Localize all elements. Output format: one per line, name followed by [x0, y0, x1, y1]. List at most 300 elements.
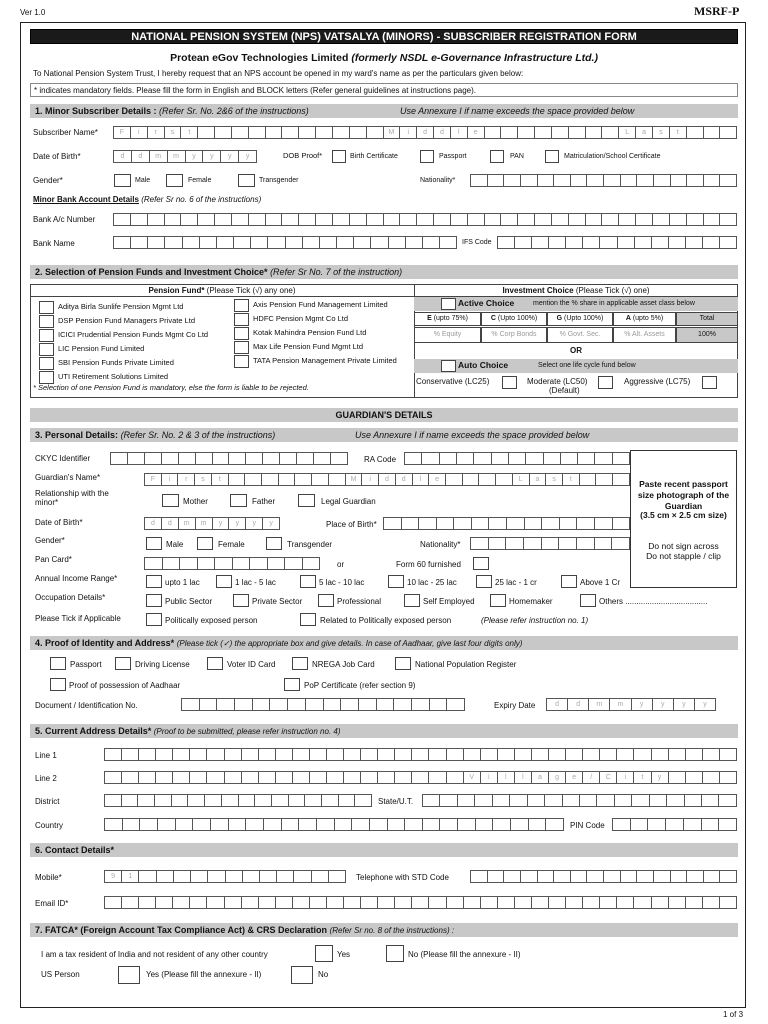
char-cell[interactable]	[543, 452, 560, 465]
char-cell[interactable]	[719, 213, 737, 226]
char-cell[interactable]	[302, 236, 319, 249]
char-cell[interactable]	[436, 517, 454, 530]
char-cell[interactable]: y	[238, 150, 257, 163]
fund-checkbox[interactable]	[39, 343, 54, 356]
expiry-field[interactable]	[546, 698, 716, 711]
char-cell[interactable]	[113, 213, 130, 226]
dob-proof-pan-checkbox[interactable]	[490, 150, 504, 163]
char-cell[interactable]	[576, 537, 594, 550]
char-cell[interactable]: y	[212, 517, 229, 530]
char-cell[interactable]	[241, 771, 258, 784]
g-dob-field[interactable]	[144, 517, 280, 530]
char-cell[interactable]: r	[147, 126, 164, 139]
char-cell[interactable]: y	[220, 150, 238, 163]
char-cell[interactable]: d	[395, 473, 412, 486]
char-cell[interactable]	[488, 517, 506, 530]
char-cell[interactable]	[585, 126, 602, 139]
line1-field[interactable]	[104, 748, 737, 761]
char-cell[interactable]	[130, 236, 147, 249]
char-cell[interactable]	[411, 698, 429, 711]
char-cell[interactable]: y	[651, 771, 668, 784]
char-cell[interactable]	[470, 537, 488, 550]
char-cell[interactable]: L	[512, 473, 529, 486]
char-cell[interactable]: y	[631, 698, 652, 711]
char-cell[interactable]	[309, 771, 326, 784]
char-cell[interactable]	[180, 213, 197, 226]
char-cell[interactable]	[594, 517, 612, 530]
char-cell[interactable]	[565, 896, 582, 909]
char-cell[interactable]	[248, 126, 265, 139]
char-cell[interactable]	[172, 771, 189, 784]
char-cell[interactable]	[275, 896, 292, 909]
char-cell[interactable]	[130, 213, 147, 226]
char-cell[interactable]	[719, 126, 737, 139]
char-cell[interactable]	[214, 126, 231, 139]
char-cell[interactable]	[370, 236, 387, 249]
char-cell[interactable]: d	[144, 517, 161, 530]
char-cell[interactable]	[668, 236, 685, 249]
char-cell[interactable]	[525, 452, 542, 465]
char-cell[interactable]	[703, 870, 720, 883]
occupation-checkbox[interactable]	[404, 594, 420, 607]
char-cell[interactable]	[281, 818, 299, 831]
char-cell[interactable]	[473, 452, 490, 465]
char-cell[interactable]	[537, 870, 554, 883]
char-cell[interactable]: y	[694, 698, 716, 711]
char-cell[interactable]	[293, 870, 310, 883]
char-cell[interactable]	[334, 818, 352, 831]
char-cell[interactable]	[358, 698, 376, 711]
char-cell[interactable]	[576, 517, 594, 530]
char-cell[interactable]	[104, 748, 121, 761]
char-cell[interactable]	[262, 452, 279, 465]
char-cell[interactable]	[254, 794, 271, 807]
char-cell[interactable]	[173, 870, 190, 883]
char-cell[interactable]	[267, 557, 285, 570]
char-cell[interactable]	[651, 236, 668, 249]
char-cell[interactable]	[405, 236, 422, 249]
char-cell[interactable]: i	[130, 126, 147, 139]
char-cell[interactable]	[541, 517, 559, 530]
char-cell[interactable]	[594, 452, 611, 465]
char-cell[interactable]	[422, 818, 440, 831]
char-cell[interactable]: t	[180, 126, 197, 139]
char-cell[interactable]	[121, 896, 138, 909]
char-cell[interactable]	[238, 794, 255, 807]
char-cell[interactable]	[649, 794, 666, 807]
auto-choice-checkbox[interactable]	[441, 360, 456, 372]
char-cell[interactable]: i	[399, 126, 416, 139]
char-cell[interactable]: d	[433, 126, 450, 139]
char-cell[interactable]	[250, 236, 267, 249]
char-cell[interactable]	[305, 698, 323, 711]
char-cell[interactable]	[144, 452, 161, 465]
occupation-checkbox[interactable]	[490, 594, 506, 607]
char-cell[interactable]	[204, 794, 221, 807]
char-cell[interactable]: t	[562, 473, 579, 486]
char-cell[interactable]: i	[361, 473, 378, 486]
char-cell[interactable]	[366, 126, 383, 139]
char-cell[interactable]	[216, 236, 233, 249]
char-cell[interactable]: l	[412, 473, 429, 486]
char-cell[interactable]	[216, 698, 234, 711]
char-cell[interactable]	[249, 557, 267, 570]
char-cell[interactable]	[104, 896, 121, 909]
country-field[interactable]	[104, 818, 564, 831]
char-cell[interactable]	[388, 236, 405, 249]
form60-checkbox[interactable]	[473, 557, 489, 570]
char-cell[interactable]	[187, 794, 204, 807]
char-cell[interactable]: d	[131, 150, 149, 163]
char-cell[interactable]: s	[545, 473, 562, 486]
char-cell[interactable]	[157, 818, 175, 831]
char-cell[interactable]	[439, 794, 456, 807]
char-cell[interactable]	[702, 771, 719, 784]
char-cell[interactable]: m	[195, 517, 212, 530]
char-cell[interactable]	[338, 794, 355, 807]
char-cell[interactable]	[446, 771, 463, 784]
char-cell[interactable]	[719, 771, 737, 784]
char-cell[interactable]	[121, 748, 138, 761]
char-cell[interactable]	[197, 126, 214, 139]
subscriber-name-field[interactable]	[113, 126, 737, 139]
char-cell[interactable]	[470, 174, 487, 187]
char-cell[interactable]	[349, 213, 366, 226]
fund-checkbox[interactable]	[234, 341, 249, 354]
char-cell[interactable]	[147, 236, 164, 249]
char-cell[interactable]	[565, 748, 582, 761]
char-cell[interactable]	[113, 236, 130, 249]
char-cell[interactable]: i	[161, 473, 178, 486]
char-cell[interactable]	[267, 236, 284, 249]
char-cell[interactable]	[225, 870, 242, 883]
char-cell[interactable]	[315, 126, 332, 139]
char-cell[interactable]	[491, 452, 508, 465]
char-cell[interactable]	[377, 748, 394, 761]
char-cell[interactable]	[154, 794, 171, 807]
char-cell[interactable]: y	[245, 517, 262, 530]
char-cell[interactable]	[651, 748, 668, 761]
char-cell[interactable]	[620, 174, 637, 187]
char-cell[interactable]	[245, 452, 262, 465]
char-cell[interactable]: e	[565, 771, 582, 784]
char-cell[interactable]	[421, 452, 438, 465]
asset-percent-input[interactable]: % Corp Bonds	[481, 327, 547, 343]
char-cell[interactable]	[360, 771, 377, 784]
char-cell[interactable]	[487, 174, 504, 187]
char-cell[interactable]	[686, 174, 703, 187]
char-cell[interactable]	[172, 748, 189, 761]
gender-female-checkbox[interactable]	[166, 174, 183, 187]
char-cell[interactable]	[234, 698, 252, 711]
char-cell[interactable]	[534, 126, 551, 139]
char-cell[interactable]	[579, 794, 596, 807]
char-cell[interactable]	[326, 771, 343, 784]
dob-field[interactable]	[113, 150, 257, 163]
char-cell[interactable]	[534, 213, 551, 226]
char-cell[interactable]	[228, 473, 245, 486]
char-cell[interactable]	[189, 896, 206, 909]
char-cell[interactable]	[618, 213, 635, 226]
char-cell[interactable]	[422, 236, 439, 249]
char-cell[interactable]	[104, 771, 121, 784]
lc25-checkbox[interactable]	[502, 376, 517, 389]
char-cell[interactable]	[719, 870, 737, 883]
char-cell[interactable]	[594, 537, 612, 550]
char-cell[interactable]: F	[113, 126, 130, 139]
char-cell[interactable]	[497, 748, 514, 761]
char-cell[interactable]	[611, 537, 630, 550]
char-cell[interactable]	[351, 818, 369, 831]
char-cell[interactable]	[428, 896, 445, 909]
asset-percent-input[interactable]: % Govt. Sec.	[547, 327, 613, 343]
char-cell[interactable]	[298, 213, 315, 226]
income-checkbox[interactable]	[216, 575, 232, 588]
char-cell[interactable]	[189, 748, 206, 761]
doc-checkbox[interactable]	[292, 657, 308, 670]
char-cell[interactable]	[562, 794, 579, 807]
char-cell[interactable]: F	[144, 473, 161, 486]
char-cell[interactable]	[570, 870, 587, 883]
char-cell[interactable]	[612, 818, 630, 831]
char-cell[interactable]	[445, 473, 462, 486]
char-cell[interactable]	[332, 213, 349, 226]
char-cell[interactable]	[122, 818, 140, 831]
char-cell[interactable]	[703, 126, 720, 139]
char-cell[interactable]	[603, 174, 620, 187]
char-cell[interactable]	[294, 473, 311, 486]
char-cell[interactable]	[553, 174, 570, 187]
char-cell[interactable]	[323, 698, 341, 711]
char-cell[interactable]	[292, 771, 309, 784]
char-cell[interactable]	[462, 473, 479, 486]
fund-checkbox[interactable]	[234, 313, 249, 326]
char-cell[interactable]	[328, 870, 346, 883]
char-cell[interactable]	[110, 452, 127, 465]
char-cell[interactable]	[558, 537, 576, 550]
char-cell[interactable]	[252, 698, 270, 711]
char-cell[interactable]	[450, 213, 467, 226]
char-cell[interactable]	[647, 818, 665, 831]
char-cell[interactable]: L	[618, 126, 635, 139]
char-cell[interactable]	[565, 236, 582, 249]
char-cell[interactable]	[245, 818, 263, 831]
pan-field[interactable]	[144, 557, 320, 570]
tel-field[interactable]	[470, 870, 737, 883]
char-cell[interactable]	[514, 896, 531, 909]
char-cell[interactable]	[603, 870, 620, 883]
char-cell[interactable]	[463, 748, 480, 761]
char-cell[interactable]	[258, 896, 275, 909]
char-cell[interactable]	[138, 771, 155, 784]
char-cell[interactable]	[241, 748, 258, 761]
char-cell[interactable]	[271, 794, 288, 807]
char-cell[interactable]	[182, 236, 199, 249]
char-cell[interactable]	[487, 870, 504, 883]
char-cell[interactable]	[719, 236, 737, 249]
char-cell[interactable]	[612, 517, 631, 530]
char-cell[interactable]	[340, 698, 358, 711]
char-cell[interactable]: V	[463, 771, 480, 784]
char-cell[interactable]	[439, 818, 457, 831]
char-cell[interactable]	[492, 818, 510, 831]
char-cell[interactable]	[586, 174, 603, 187]
char-cell[interactable]	[480, 748, 497, 761]
char-cell[interactable]	[155, 771, 172, 784]
char-cell[interactable]	[429, 698, 447, 711]
char-cell[interactable]	[228, 818, 246, 831]
char-cell[interactable]: d	[567, 698, 588, 711]
char-cell[interactable]	[210, 818, 228, 831]
fund-checkbox[interactable]	[39, 301, 54, 314]
char-cell[interactable]	[686, 126, 703, 139]
char-cell[interactable]	[582, 236, 599, 249]
char-cell[interactable]	[287, 698, 305, 711]
char-cell[interactable]	[416, 213, 433, 226]
char-cell[interactable]	[336, 236, 353, 249]
char-cell[interactable]	[500, 213, 517, 226]
char-cell[interactable]	[634, 236, 651, 249]
char-cell[interactable]: d	[161, 517, 178, 530]
char-cell[interactable]: l	[514, 771, 531, 784]
char-cell[interactable]	[510, 818, 528, 831]
lc50-checkbox[interactable]	[598, 376, 613, 389]
char-cell[interactable]	[383, 517, 401, 530]
char-cell[interactable]	[668, 771, 685, 784]
ifs-field[interactable]	[497, 236, 737, 249]
char-cell[interactable]	[702, 896, 719, 909]
related-pep-checkbox[interactable]	[300, 613, 316, 626]
char-cell[interactable]	[259, 870, 276, 883]
char-cell[interactable]: y	[673, 698, 694, 711]
char-cell[interactable]: d	[113, 150, 131, 163]
char-cell[interactable]: t	[669, 126, 686, 139]
char-cell[interactable]	[612, 473, 630, 486]
char-cell[interactable]: M	[383, 126, 400, 139]
fund-checkbox[interactable]	[39, 329, 54, 342]
char-cell[interactable]	[192, 818, 210, 831]
char-cell[interactable]	[548, 236, 565, 249]
char-cell[interactable]	[275, 771, 292, 784]
char-cell[interactable]	[401, 517, 419, 530]
g-nationality-field[interactable]	[470, 537, 630, 550]
char-cell[interactable]	[224, 748, 241, 761]
char-cell[interactable]	[446, 698, 465, 711]
pob-field[interactable]	[383, 517, 630, 530]
char-cell[interactable]	[503, 174, 520, 187]
char-cell[interactable]	[343, 748, 360, 761]
dob-proof-passport-checkbox[interactable]	[420, 150, 434, 163]
char-cell[interactable]: M	[345, 473, 362, 486]
char-cell[interactable]	[224, 771, 241, 784]
char-cell[interactable]	[212, 452, 229, 465]
char-cell[interactable]	[541, 537, 559, 550]
char-cell[interactable]	[199, 236, 216, 249]
char-cell[interactable]	[599, 748, 616, 761]
char-cell[interactable]	[376, 698, 394, 711]
char-cell[interactable]	[296, 452, 313, 465]
char-cell[interactable]	[422, 794, 439, 807]
char-cell[interactable]	[457, 794, 474, 807]
doc-checkbox[interactable]	[207, 657, 223, 670]
char-cell[interactable]	[586, 870, 603, 883]
char-cell[interactable]	[685, 748, 702, 761]
char-cell[interactable]	[175, 818, 193, 831]
char-cell[interactable]	[531, 748, 548, 761]
char-cell[interactable]	[195, 452, 212, 465]
char-cell[interactable]	[207, 870, 224, 883]
char-cell[interactable]	[666, 794, 683, 807]
char-cell[interactable]	[232, 557, 250, 570]
char-cell[interactable]: s	[164, 126, 181, 139]
char-cell[interactable]: a	[531, 771, 548, 784]
char-cell[interactable]	[630, 818, 648, 831]
char-cell[interactable]	[636, 870, 653, 883]
char-cell[interactable]	[281, 126, 298, 139]
char-cell[interactable]	[399, 213, 416, 226]
asset-percent-input[interactable]: % Alt. Assets	[613, 327, 676, 343]
char-cell[interactable]	[528, 818, 546, 831]
char-cell[interactable]	[155, 896, 172, 909]
char-cell[interactable]	[579, 473, 596, 486]
char-cell[interactable]	[651, 896, 668, 909]
char-cell[interactable]	[231, 126, 248, 139]
g-gender-female-checkbox[interactable]	[197, 537, 213, 550]
char-cell[interactable]	[633, 896, 650, 909]
char-cell[interactable]	[471, 517, 489, 530]
char-cell[interactable]	[559, 517, 577, 530]
char-cell[interactable]	[411, 896, 428, 909]
char-cell[interactable]	[311, 473, 328, 486]
char-cell[interactable]	[309, 896, 326, 909]
char-cell[interactable]	[467, 213, 484, 226]
char-cell[interactable]	[242, 870, 259, 883]
char-cell[interactable]	[311, 870, 328, 883]
char-cell[interactable]	[171, 794, 188, 807]
char-cell[interactable]	[480, 896, 497, 909]
char-cell[interactable]	[404, 818, 422, 831]
char-cell[interactable]	[616, 748, 633, 761]
char-cell[interactable]	[523, 537, 541, 550]
char-cell[interactable]	[214, 557, 232, 570]
char-cell[interactable]	[147, 213, 164, 226]
char-cell[interactable]	[703, 174, 720, 187]
char-cell[interactable]	[685, 771, 702, 784]
char-cell[interactable]	[439, 236, 457, 249]
char-cell[interactable]	[668, 748, 685, 761]
char-cell[interactable]	[206, 771, 223, 784]
char-cell[interactable]: 1	[121, 870, 138, 883]
char-cell[interactable]	[548, 748, 565, 761]
char-cell[interactable]	[497, 236, 514, 249]
char-cell[interactable]	[548, 896, 565, 909]
char-cell[interactable]	[228, 452, 245, 465]
char-cell[interactable]	[582, 748, 599, 761]
char-cell[interactable]	[500, 126, 517, 139]
char-cell[interactable]	[231, 213, 248, 226]
gender-male-checkbox[interactable]	[114, 174, 131, 187]
pep-checkbox[interactable]	[146, 613, 162, 626]
char-cell[interactable]: y	[228, 517, 245, 530]
char-cell[interactable]	[470, 870, 487, 883]
char-cell[interactable]: s	[194, 473, 211, 486]
char-cell[interactable]	[377, 896, 394, 909]
char-cell[interactable]	[139, 818, 157, 831]
char-cell[interactable]	[612, 452, 630, 465]
dob-proof-matric-checkbox[interactable]	[545, 150, 559, 163]
char-cell[interactable]	[635, 213, 652, 226]
char-cell[interactable]	[601, 126, 618, 139]
